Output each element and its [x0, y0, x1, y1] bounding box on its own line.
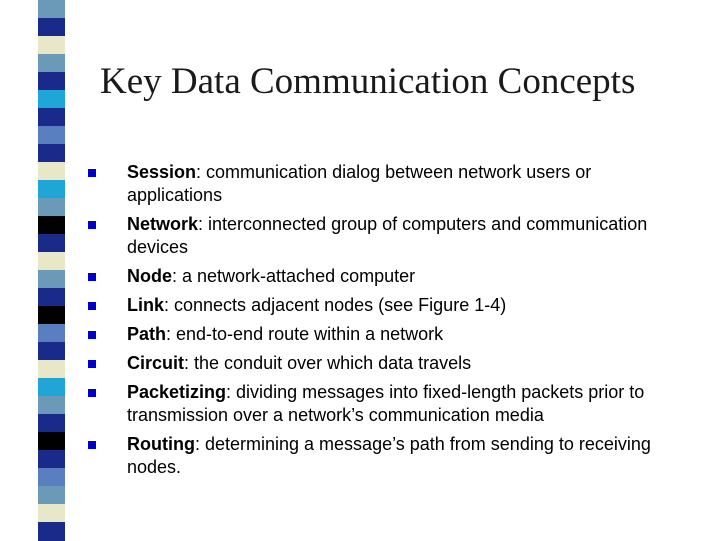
bullet-term: Node [127, 266, 172, 286]
decorative-stripe [38, 198, 65, 217]
bullet-text: : end-to-end route within a network [166, 324, 444, 344]
bullet-item [88, 213, 688, 259]
bullet-text: : communication dialog between network users or applications [127, 162, 592, 205]
decorative-stripe [38, 180, 65, 199]
decorative-stripe [38, 486, 65, 505]
bullet-marker-icon [88, 331, 96, 339]
decorative-stripe [38, 432, 65, 451]
bullet-item [88, 352, 688, 375]
bullet-item [88, 323, 688, 346]
bullet-marker-icon [88, 273, 96, 281]
decorative-stripe [38, 18, 65, 37]
bullet-list [88, 161, 688, 485]
decorative-stripe [38, 126, 65, 145]
decorative-stripe [38, 396, 65, 415]
decorative-stripe [38, 108, 65, 127]
decorative-stripe [38, 450, 65, 469]
decorative-stripe [38, 36, 65, 55]
decorative-stripe [38, 288, 65, 307]
bullet-marker-icon [88, 169, 96, 177]
decorative-stripe [38, 306, 65, 325]
decorative-stripe [38, 468, 65, 487]
bullet-marker-icon [88, 302, 96, 310]
decorative-stripe [38, 234, 65, 253]
decorative-stripe [38, 162, 65, 181]
bullet-marker-icon [88, 441, 96, 449]
bullet-text: : the conduit over which data travels [184, 353, 472, 373]
bullet-term: Packetizing [127, 382, 227, 402]
bullet-item [88, 161, 688, 207]
decorative-stripe [38, 414, 65, 433]
bullet-item [88, 294, 688, 317]
decorative-stripe [38, 216, 65, 235]
bullet-item [88, 381, 688, 427]
bullet-term: Network [127, 214, 199, 234]
decorative-stripe [38, 144, 65, 163]
bullet-term: Path [127, 324, 167, 344]
decorative-stripe [38, 72, 65, 91]
decorative-stripe [38, 54, 65, 73]
decorative-stripe [38, 504, 65, 523]
decorative-stripe [38, 360, 65, 379]
bullet-text: : interconnected group of computers and communication devices [127, 214, 648, 257]
bullet-item [88, 265, 688, 288]
decorative-stripe [38, 90, 65, 109]
bullet-text: : a network-attached computer [172, 266, 416, 286]
decorative-stripe [38, 0, 65, 19]
decorative-stripe [38, 522, 65, 541]
bullet-term: Circuit [127, 353, 185, 373]
bullet-text: : dividing messages into fixed-length packets prior to transmission over a network’s communication media [127, 382, 645, 425]
bullet-marker-icon [88, 221, 96, 229]
bullet-term: Session [127, 162, 197, 182]
bullet-term: Routing [127, 434, 195, 454]
bullet-item [88, 433, 688, 479]
bullet-term: Link [127, 295, 165, 315]
decorative-stripe [38, 252, 65, 271]
decorative-stripe [38, 342, 65, 361]
bullet-marker-icon [88, 360, 96, 368]
slide-title: Key Data Communication Concepts [100, 61, 636, 102]
bullet-marker-icon [88, 389, 96, 397]
decorative-stripe [38, 270, 65, 289]
decorative-stripe [38, 324, 65, 343]
bullet-text: : connects adjacent nodes (see Figure 1-4) [164, 295, 507, 315]
decorative-stripe-bar [0, 0, 65, 540]
bullet-text: : determining a message’s path from sending to receiving nodes. [127, 434, 651, 477]
decorative-stripe [38, 378, 65, 397]
